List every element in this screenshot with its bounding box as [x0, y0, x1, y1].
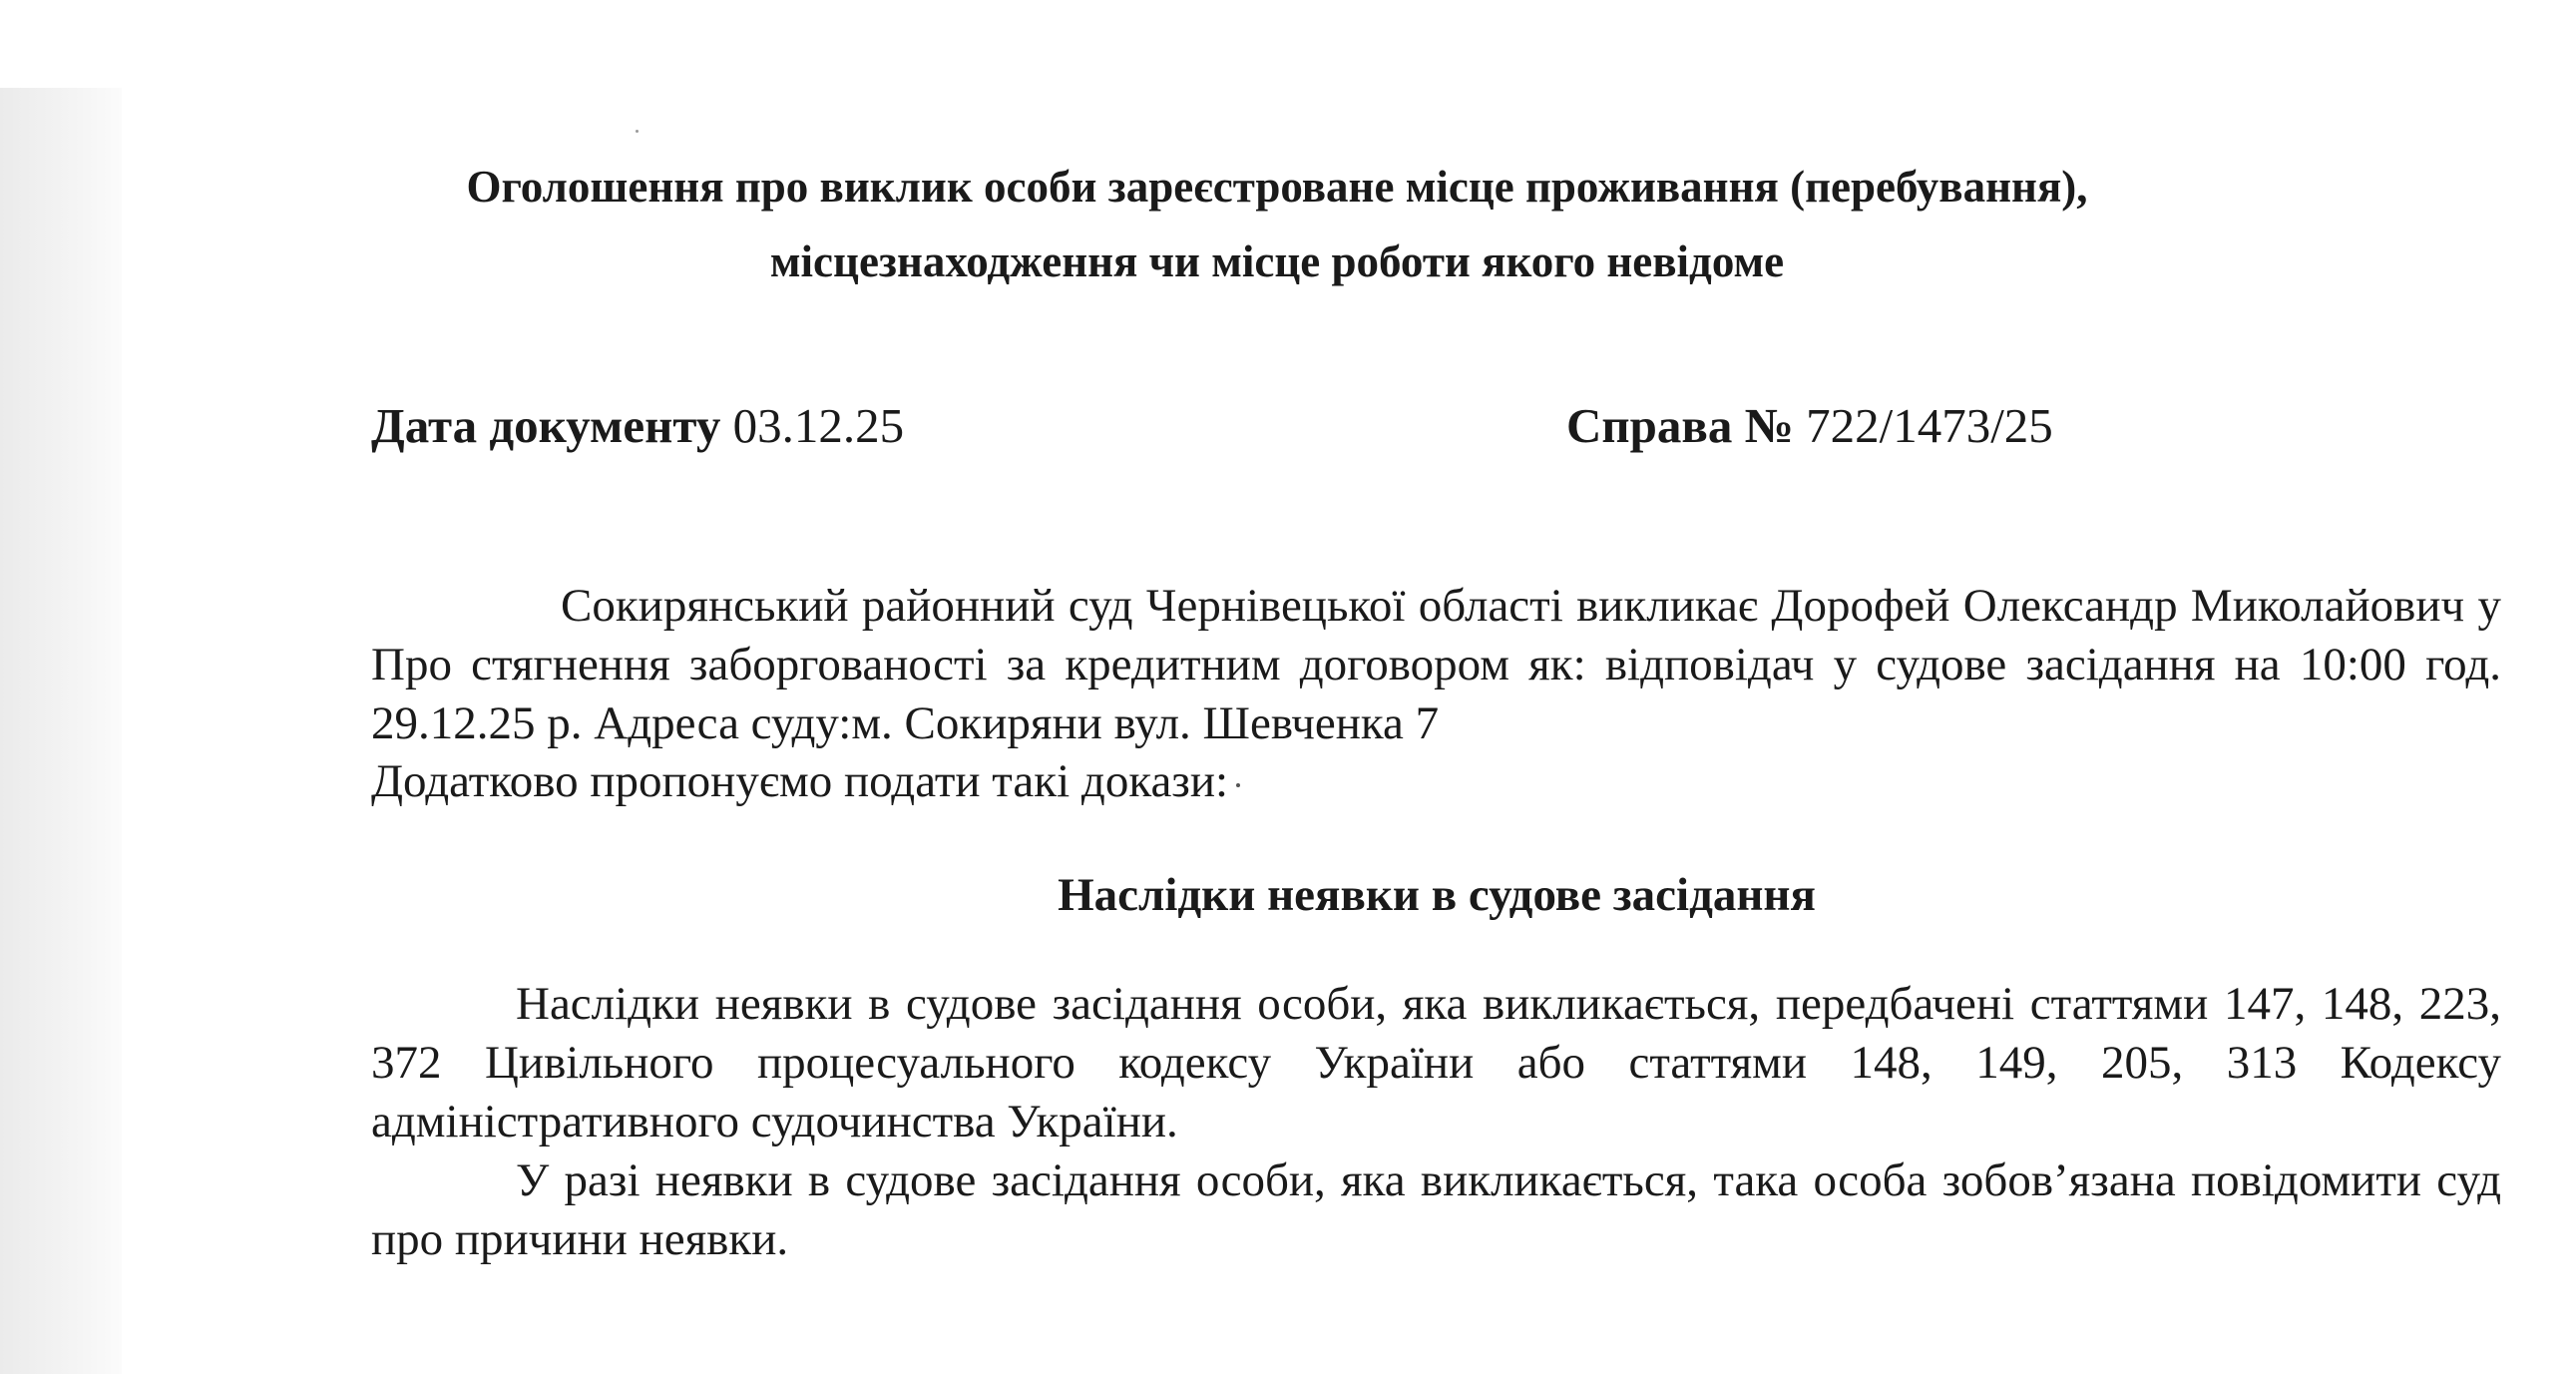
evidence-text: Додатково пропонуємо подати такі докази:: [371, 755, 1229, 807]
scan-dot: [1236, 783, 1240, 787]
document-date: [371, 391, 904, 461]
date-label: Дата документу: [371, 398, 721, 453]
case-number: [1566, 391, 2053, 461]
summons-paragraph: [371, 577, 2501, 753]
consequences-paragraph-2: [371, 1151, 2501, 1269]
title-line-1: Оголошення про виклик особи зареєстроване місце проживання (перебування),: [466, 162, 2088, 212]
consequences-text-2: У разі неявки в судове засідання особи, яка викликається, така особа зобов’язана повідомити суд про причини неявки.: [371, 1154, 2501, 1265]
consequences-heading: Наслідки неявки в судове засідання: [1058, 869, 1816, 921]
case-label: Справа №: [1566, 398, 1794, 453]
summons-text: Сокирянський районний суд Чернівецької області викликає Дорофей Олександр Миколайович у Про стягнення заборгованості за кредитним договором як: відповідач у судове засідання на 10:00 год. 29.12.25 р. Адреса суду:м. Сокиряни вул. Шевченка 7: [371, 580, 2501, 749]
date-value: 03.12.25: [732, 398, 905, 453]
consequences-paragraph-1: [371, 975, 2501, 1151]
document-title: [299, 150, 2255, 299]
page-edge-shadow: [0, 88, 122, 1374]
evidence-paragraph: [371, 752, 2501, 811]
case-value: 722/1473/25: [1806, 398, 2053, 453]
title-line-2: місцезнаходження чи місце роботи якого невідоме: [769, 236, 1785, 286]
scan-speck: [636, 130, 639, 133]
consequences-text-1: Наслідки неявки в судове засідання особи, яка викликається, передбачені статтями 147, 148, 223, 372 Цивільного процесуального кодексу України або статтями 148, 149, 205, 313 Кодексу адміністративного судочинства України.: [371, 978, 2501, 1147]
